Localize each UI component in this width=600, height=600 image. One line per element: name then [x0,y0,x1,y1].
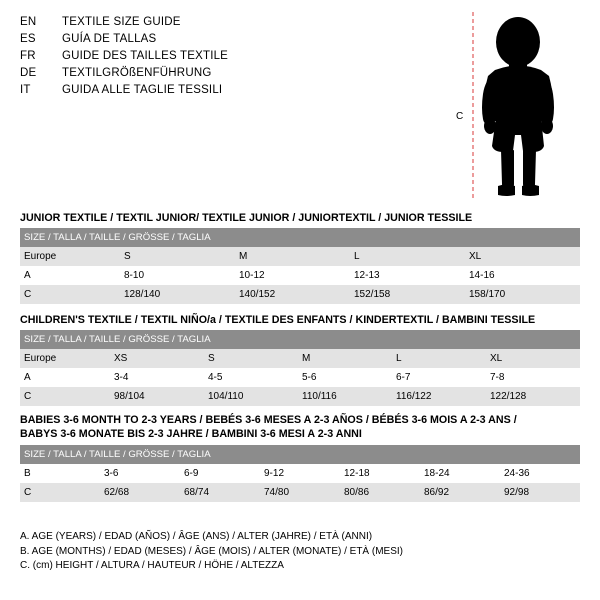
cell: XL [486,349,580,368]
cell: 110/116 [298,387,392,406]
table-row [20,464,580,483]
language-row [20,31,400,48]
figure-area [440,8,590,203]
table-header-row [20,228,580,247]
section-junior-textile [20,212,580,304]
junior-size-table [20,228,580,304]
cell: 12-13 [350,266,465,285]
section-title: JUNIOR TEXTILE / TEXTIL JUNIOR/ TEXTILE JUNIOR / JUNIORTEXTIL / JUNIOR TESSILE [20,212,473,224]
language-title: GUÍA DE TALLAS [62,33,157,45]
row-label: C [20,387,110,406]
babies-size-table [20,445,580,502]
cell: 10-12 [235,266,350,285]
cell: XS [110,349,204,368]
cell: 6-7 [392,368,486,387]
cell: 18-24 [420,464,500,483]
row-label: A [20,368,110,387]
section-title-line-1: BABIES 3-6 MONTH TO 2-3 YEARS / BEBÉS 3-6 MESES A 2-3 AÑOS / BÉBÉS 3-6 MOIS A 2-3 ANS / [20,414,517,426]
children-size-table [20,330,580,406]
cell: 80/86 [340,483,420,502]
measure-label-c: C [456,111,464,122]
language-title-block [20,14,400,99]
table-header-label: SIZE / TALLA / TAILLE / GRÖSSE / TAGLIA [20,445,580,464]
row-label: A [20,266,120,285]
cell: 5-6 [298,368,392,387]
table-header-label: SIZE / TALLA / TAILLE / GRÖSSE / TAGLIA [20,228,580,247]
table-row [20,247,580,266]
language-row [20,82,400,99]
language-code: EN [20,16,37,28]
section-babies-textile [20,445,580,502]
language-title: TEXTILGRÖßENFÜHRUNG [62,67,212,79]
table-row [20,285,580,304]
language-code: IT [20,84,31,96]
table-row [20,266,580,285]
cell: 3-4 [110,368,204,387]
section-childrens-textile [20,314,580,406]
table-header-label: SIZE / TALLA / TAILLE / GRÖSSE / TAGLIA [20,330,580,349]
cell: 24-36 [500,464,580,483]
cell: L [392,349,486,368]
row-label: Europe [20,349,110,368]
section-babies-title [20,414,580,441]
cell: 92/98 [500,483,580,502]
cell: 7-8 [486,368,580,387]
cell: 122/128 [486,387,580,406]
cell: M [235,247,350,266]
child-silhouette-icon [440,8,590,203]
table-row [20,387,580,406]
cell: XL [465,247,580,266]
cell: 140/152 [235,285,350,304]
table-header-row [20,445,580,464]
footnote-b: B. AGE (MONTHS) / EDAD (MESES) / ÂGE (MOIS) / ALTER (MONATE) / ETÀ (MESI) [20,545,403,557]
cell: 3-6 [100,464,180,483]
cell: 128/140 [120,285,235,304]
cell: 8-10 [120,266,235,285]
footnote-c: C. (cm) HEIGHT / ALTURA / HAUTEUR / HÖHE / ALTEZZA [20,560,284,571]
row-label: C [20,285,120,304]
table-header-row [20,330,580,349]
cell: M [298,349,392,368]
cell: 6-9 [180,464,260,483]
cell: S [204,349,298,368]
cell: 68/74 [180,483,260,502]
cell: 74/80 [260,483,340,502]
section-title-line-2: BABYS 3-6 MONATE BIS 2-3 JAHRE / BAMBINI 3-6 MESI A 2-3 ANNI [20,427,362,440]
cell: S [120,247,235,266]
language-code: DE [20,67,37,79]
language-code: ES [20,33,36,45]
language-row [20,65,400,82]
language-row [20,48,400,65]
language-row [20,14,400,31]
cell: 98/104 [110,387,204,406]
language-title: GUIDE DES TAILLES TEXTILE [62,50,229,62]
cell: L [350,247,465,266]
language-title: TEXTILE SIZE GUIDE [62,16,181,28]
footnote-a: A. AGE (YEARS) / EDAD (AÑOS) / ÂGE (ANS) / ALTER (JAHRE) / ETÀ (ANNI) [20,531,373,542]
cell: 152/158 [350,285,465,304]
table-row [20,483,580,502]
language-title: GUIDA ALLE TAGLIE TESSILI [62,84,223,96]
language-code: FR [20,50,36,62]
row-label: Europe [20,247,120,266]
cell: 62/68 [100,483,180,502]
table-row [20,349,580,368]
row-label: B [20,464,100,483]
table-row [20,368,580,387]
cell: 86/92 [420,483,500,502]
section-title: CHILDREN'S TEXTILE / TEXTIL NIÑO/a / TEXTILE DES ENFANTS / KINDERTEXTIL / BAMBINI TESSILE [20,314,536,326]
cell: 12-18 [340,464,420,483]
cell: 158/170 [465,285,580,304]
cell: 116/122 [392,387,486,406]
cell: 104/110 [204,387,298,406]
footnotes-block [20,530,580,574]
row-label: C [20,483,100,502]
cell: 9-12 [260,464,340,483]
cell: 4-5 [204,368,298,387]
cell: 14-16 [465,266,580,285]
